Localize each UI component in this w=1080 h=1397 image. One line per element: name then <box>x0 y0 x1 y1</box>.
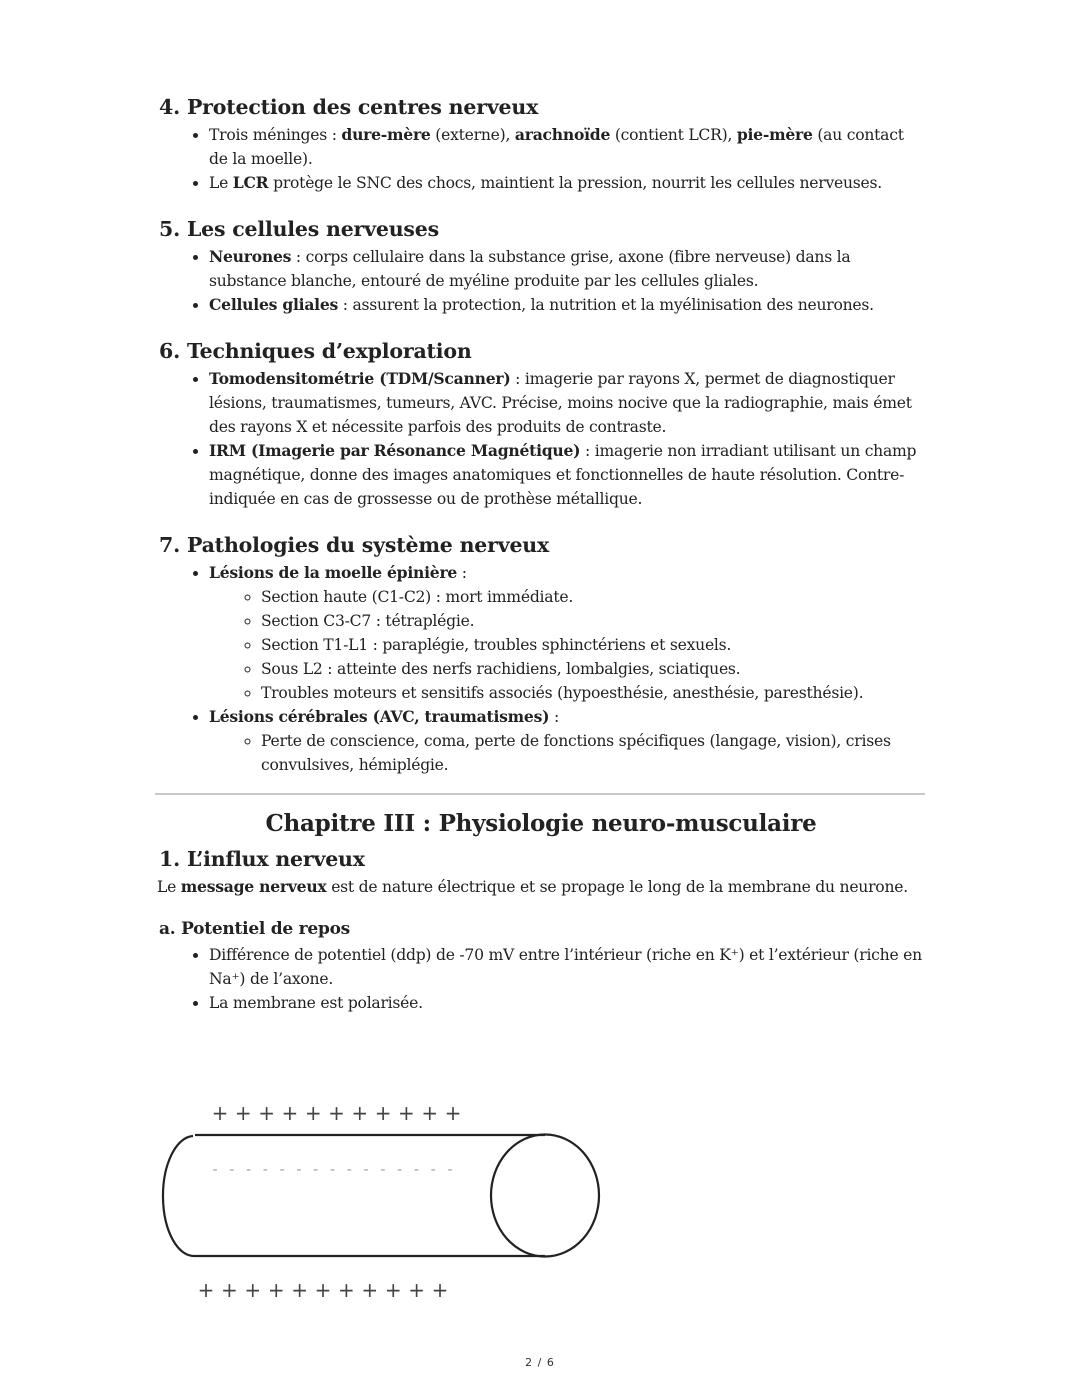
list-item <box>209 245 925 293</box>
sub-list-item <box>261 729 925 777</box>
negative-charge: - <box>430 1162 436 1178</box>
bold-term: LCR <box>232 173 269 192</box>
sub-list-item <box>261 609 925 633</box>
negative-charge: - <box>246 1162 252 1178</box>
text-run: Section T1-L1 : paraplégie, troubles sphinctériens et sexuels. <box>261 636 732 654</box>
text-run: est de nature électrique et se propage le long de la membrane du neurone. <box>326 878 908 896</box>
positive-charge: + <box>351 1101 369 1125</box>
negative-charge: - <box>447 1162 453 1178</box>
bold-term: arachnoïde <box>514 125 611 144</box>
section-heading: 7. Pathologies du système nerveux <box>159 533 550 557</box>
positive-charge: + <box>211 1101 229 1125</box>
positive-charge: + <box>444 1101 462 1125</box>
page-number: 2 / 6 <box>525 1356 555 1369</box>
section-heading: 4. Protection des centres nerveux <box>159 95 539 119</box>
bold-term: Neurones <box>209 247 292 266</box>
bullet-list <box>157 245 925 317</box>
negative-charge: - <box>313 1162 319 1178</box>
section-heading: 6. Techniques d’exploration <box>159 339 472 363</box>
positive-charge: + <box>431 1278 449 1302</box>
negative-charge: - <box>262 1162 268 1178</box>
bold-term: Lésions de la moelle épinière <box>209 563 458 582</box>
axon-cylinder-outline <box>163 1135 545 1256</box>
text-run: Troubles moteurs et sensitifs associés (hypoesthésie, anesthésie, paresthésie). <box>261 684 864 702</box>
sub-list-item <box>261 681 925 705</box>
positive-charge: + <box>384 1278 402 1302</box>
section-heading: 1. L’influx nerveux <box>159 847 365 871</box>
positive-charge: + <box>408 1278 425 1302</box>
list-item <box>209 943 925 991</box>
chapter-title: Chapitre III : Physiologie neuro-musculaire <box>265 810 817 837</box>
text-run: : corps cellulaire dans la substance grise, axone (fibre nerveuse) dans la substance blanche, entouré de myéline produite par les cellules gliales. <box>209 248 851 290</box>
list-item <box>209 561 925 705</box>
positive-charge: + <box>221 1278 238 1302</box>
bold-term: pie-mère <box>736 125 813 144</box>
inner-negative-charges <box>212 1162 452 1178</box>
text-run: : <box>549 708 559 726</box>
text-run: Le <box>209 174 233 192</box>
negative-charge: - <box>229 1162 235 1178</box>
negative-charge: - <box>380 1162 386 1178</box>
positive-charge: + <box>197 1278 215 1302</box>
axon-polarization-diagram <box>150 1090 620 1310</box>
positive-charge: + <box>304 1101 322 1125</box>
bold-term: dure-mère <box>341 125 431 144</box>
outer-positive-charges-top <box>212 1101 462 1125</box>
negative-charge: - <box>346 1162 352 1178</box>
negative-charge: - <box>212 1162 218 1178</box>
outer-positive-charges-bottom <box>198 1278 449 1302</box>
bold-term: Tomodensitométrie (TDM/Scanner) <box>209 369 511 388</box>
text-run: Le <box>157 878 181 896</box>
positive-charge: + <box>258 1101 275 1125</box>
negative-charge: - <box>363 1162 369 1178</box>
positive-charge: + <box>374 1101 392 1125</box>
negative-charge: - <box>413 1162 419 1178</box>
list-item <box>209 123 925 171</box>
negative-charge: - <box>397 1162 403 1178</box>
list-item <box>209 171 925 195</box>
bold-term: Lésions cérébrales (AVC, traumatismes) <box>209 707 550 726</box>
negative-charge: - <box>296 1162 302 1178</box>
positive-charge: + <box>328 1101 345 1125</box>
text-run: : assurent la protection, la nutrition et la myélinisation des neurones. <box>338 296 874 314</box>
bold-term: Cellules gliales <box>209 295 339 314</box>
positive-charge: + <box>281 1101 299 1125</box>
list-item <box>209 439 925 511</box>
positive-charge: + <box>338 1278 355 1302</box>
text-run: Différence de potentiel (ddp) de -70 mV entre l’intérieur (riche en K⁺) et l’extérieur (riche en Na⁺) de l’axone. <box>209 946 922 988</box>
bullet-list <box>157 367 925 511</box>
text-run: Section haute (C1-C2) : mort immédiate. <box>261 588 574 606</box>
positive-charge: + <box>267 1278 285 1302</box>
list-item <box>209 705 925 777</box>
text-run: protège le SNC des chocs, maintient la pression, nourrit les cellules nerveuses. <box>268 174 882 192</box>
document-content <box>157 93 925 1015</box>
section-heading: 5. Les cellules nerveuses <box>159 217 439 241</box>
divider <box>155 793 925 795</box>
text-run: La membrane est polarisée. <box>209 994 423 1012</box>
text-run: (au contact de la moelle). <box>209 126 904 168</box>
list-item <box>209 293 925 317</box>
list-item <box>209 367 925 439</box>
positive-charge: + <box>398 1101 415 1125</box>
sub-bullet-list <box>209 585 925 705</box>
text-run: : imagerie non irradiant utilisant un champ magnétique, donne des images anatomiques et fonctionnelles de haute résolution. Contre-indiquée en cas de grossesse ou de prothèse métallique. <box>209 442 917 508</box>
text-run: : imagerie par rayons X, permet de diagnostiquer lésions, traumatismes, tumeurs, AVC. Précise, moins nocive que la radiographie, mais émet des rayons X et nécessite parfois des produits de contraste. <box>209 370 912 436</box>
positive-charge: + <box>314 1278 332 1302</box>
text-run: Sous L2 : atteinte des nerfs rachidiens, lombalgies, sciatiques. <box>261 660 741 678</box>
axon-cross-section <box>491 1135 599 1257</box>
text-run: Trois méninges : <box>209 126 342 144</box>
sub-bullet-list <box>209 729 925 777</box>
positive-charge: + <box>234 1101 252 1125</box>
text-run: Perte de conscience, coma, perte de fonctions spécifiques (langage, vision), crises convulsives, hémiplégie. <box>261 732 891 774</box>
text-run: : <box>457 564 467 582</box>
bold-term: IRM (Imagerie par Résonance Magnétique) <box>209 441 581 460</box>
text-run: (contient LCR), <box>610 126 737 144</box>
sub-list-item <box>261 633 925 657</box>
bullet-list <box>157 943 925 1015</box>
negative-charge: - <box>329 1162 336 1178</box>
bold-term: message nerveux <box>180 877 327 896</box>
bullet-list <box>157 561 925 777</box>
sub-list-item <box>261 657 925 681</box>
bullet-list <box>157 123 925 195</box>
positive-charge: + <box>421 1101 439 1125</box>
paragraph <box>157 875 925 899</box>
negative-charge: - <box>279 1162 285 1178</box>
positive-charge: + <box>361 1278 379 1302</box>
subsection-heading: a. Potentiel de repos <box>159 919 350 939</box>
text-run: Section C3-C7 : tétraplégie. <box>261 612 475 630</box>
text-run: (externe), <box>430 126 515 144</box>
positive-charge: + <box>291 1278 308 1302</box>
sub-list-item <box>261 585 925 609</box>
list-item <box>209 991 925 1015</box>
positive-charge: + <box>244 1278 262 1302</box>
